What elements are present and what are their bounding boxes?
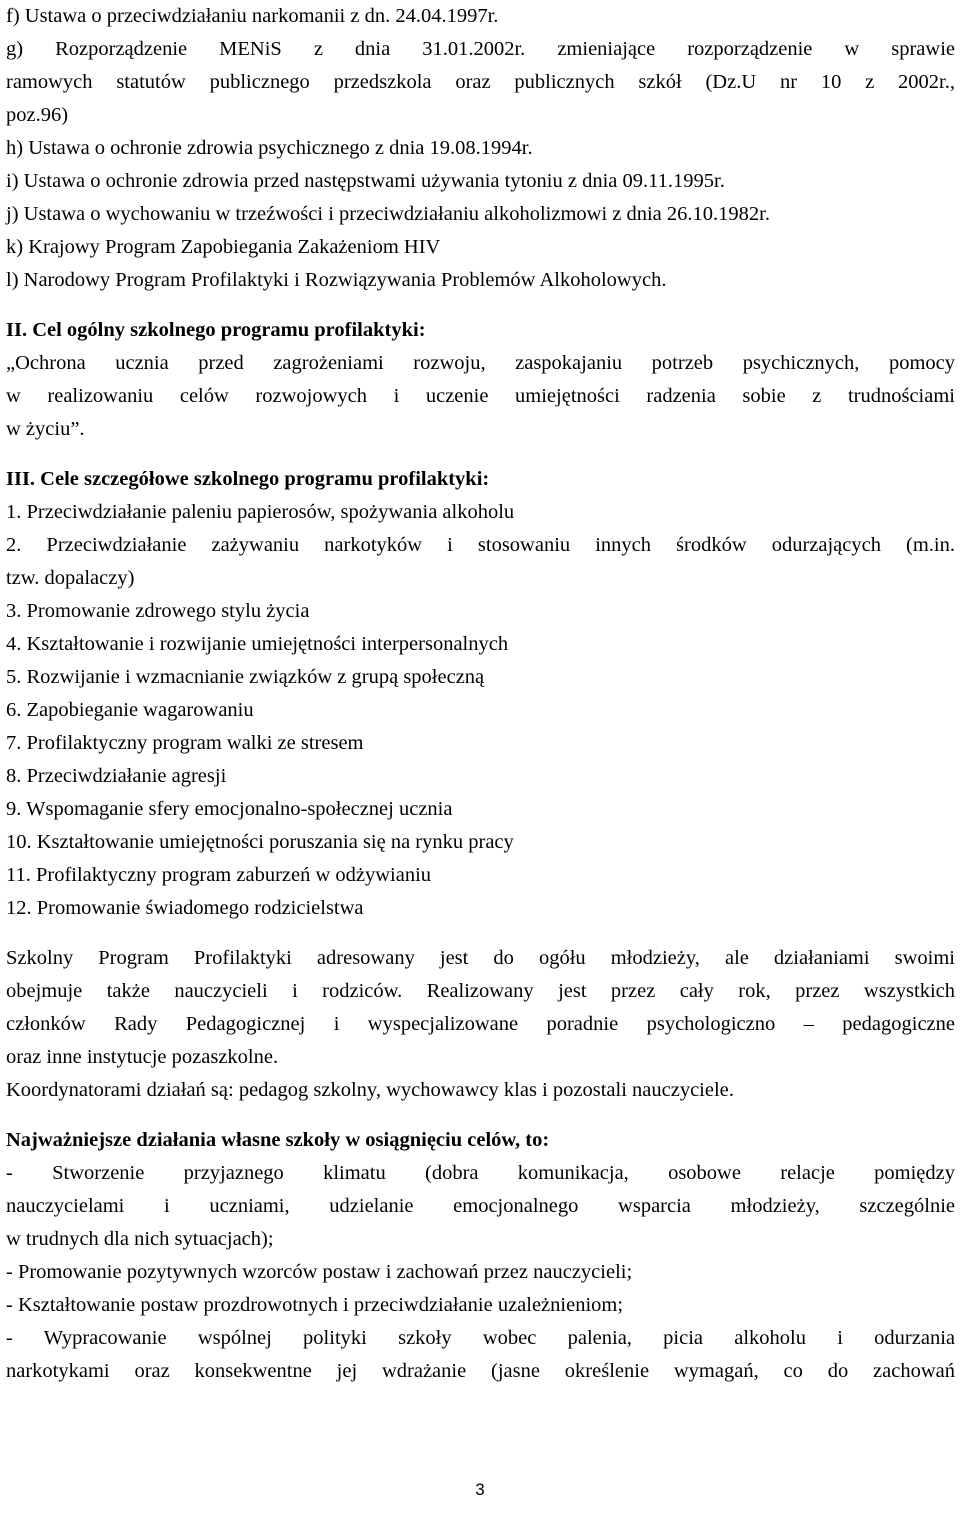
action-item-continued: nauczycielami i uczniami, udzielanie emocjonalnego wsparcia młodzieży, szczególnie (6, 1195, 955, 1217)
goal-item: 7. Profilaktyczny program walki ze stresem (6, 732, 364, 754)
legal-item-k: k) Krajowy Program Zapobiegania Zakażeniom HIV (6, 236, 441, 258)
program-description (6, 942, 955, 1107)
section-general-goal-heading: II. Cel ogólny szkolnego programu profilaktyki: (6, 319, 426, 341)
program-description-line-4: oraz inne instytucje pozaszkolne. (6, 1046, 279, 1068)
goal-item: 5. Rozwijanie i wzmacnianie związków z grupą społeczną (6, 666, 485, 688)
goal-item: 12. Promowanie świadomego rodzicielstwa (6, 897, 364, 919)
general-goal-line-3: w życiu”. (6, 418, 85, 440)
legal-item-h: h) Ustawa o ochronie zdrowia psychicznego z dnia 19.08.1994r. (6, 137, 533, 159)
legal-item-j: j) Ustawa o wychowaniu w trzeźwości i przeciwdziałaniu alkoholizmowi z dnia 26.10.1982r. (6, 203, 770, 225)
legal-item-f: f) Ustawa o przeciwdziałaniu narkomanii z dn. 24.04.1997r. (6, 5, 499, 27)
goal-item: 1. Przeciwdziałanie paleniu papierosów, spożywania alkoholu (6, 501, 515, 523)
goal-item: 3. Promowanie zdrowego stylu życia (6, 600, 310, 622)
section-specific-goals-heading: III. Cele szczegółowe szkolnego programu profilaktyki: (6, 468, 490, 490)
section-school-actions-heading: Najważniejsze działania własne szkoły w osiągnięciu celów, to: (6, 1129, 550, 1151)
page-number: 3 (475, 1480, 485, 1499)
action-item-continued: w trudnych dla nich sytuacjach); (6, 1228, 274, 1250)
action-item: - Kształtowanie postaw prozdrowotnych i przeciwdziałanie uzależnieniom; (6, 1294, 624, 1316)
program-description-line-2: obejmuje także nauczycieli i rodziców. Realizowany jest przez cały rok, przez wszystkich (6, 980, 955, 1002)
section-school-actions (6, 1124, 955, 1388)
general-goal-line-1: „Ochrona ucznia przed zagrożeniami rozwoju, zaspokajaniu potrzeb psychicznych, pomocy (6, 352, 955, 374)
goal-item: 11. Profilaktyczny program zaburzeń w odżywianiu (6, 864, 432, 886)
action-item-continued: narkotykami oraz konsekwentne jej wdrażanie (jasne określenie wymagań, co do zachowań (6, 1360, 955, 1382)
section-specific-goals (6, 463, 955, 925)
legal-item-l: l) Narodowy Program Profilaktyki i Rozwiązywania Problemów Alkoholowych. (6, 269, 667, 291)
legal-item-i: i) Ustawa o ochronie zdrowia przed następstwami używania tytoniu z dnia 09.11.1995r. (6, 170, 725, 192)
program-description-line-3: członków Rady Pedagogicznej i wyspecjalizowane poradnie psychologiczno – pedagogiczne (6, 1013, 955, 1035)
general-goal-line-2: w realizowaniu celów rozwojowych i uczenie umiejętności radzenia sobie z trudnościami (6, 385, 955, 407)
goal-item: 9. Wspomaganie sfery emocjonalno-społecznej ucznia (6, 798, 453, 820)
program-description-line-1: Szkolny Program Profilaktyki adresowany jest do ogółu młodzieży, ale działaniami swoimi (6, 947, 955, 969)
section-general-goal (6, 314, 955, 446)
document-page (6, 0, 955, 1388)
legal-item-g-line-1: g) Rozporządzenie MENiS z dnia 31.01.2002r. zmieniające rozporządzenie w sprawie (6, 38, 955, 60)
goal-item: 6. Zapobieganie wagarowaniu (6, 699, 254, 721)
goal-item-continued: tzw. dopalaczy) (6, 567, 135, 589)
legal-item-g-line-2: ramowych statutów publicznego przedszkola oraz publicznych szkół (Dz.U nr 10 z 2002r., (6, 71, 955, 93)
coordinators-text: Koordynatorami działań są: pedagog szkolny, wychowawcy klas i pozostali nauczyciele. (6, 1079, 734, 1101)
action-item: - Promowanie pozytywnych wzorców postaw i zachowań przez nauczycieli; (6, 1261, 633, 1283)
goal-item: 2. Przeciwdziałanie zażywaniu narkotyków i stosowaniu innych środków odurzających (m.in. (6, 534, 955, 556)
legal-item-g-line-3: poz.96) (6, 104, 69, 126)
action-item: - Wypracowanie wspólnej polityki szkoły wobec palenia, picia alkoholu i odurzania (6, 1327, 955, 1349)
goal-item: 4. Kształtowanie i rozwijanie umiejętności interpersonalnych (6, 633, 509, 655)
legal-basis-list (6, 0, 955, 297)
action-item: - Stworzenie przyjaznego klimatu (dobra komunikacja, osobowe relacje pomiędzy (6, 1162, 955, 1184)
goal-item: 8. Przeciwdziałanie agresji (6, 765, 227, 787)
goal-item: 10. Kształtowanie umiejętności poruszania się na rynku pracy (6, 831, 514, 853)
